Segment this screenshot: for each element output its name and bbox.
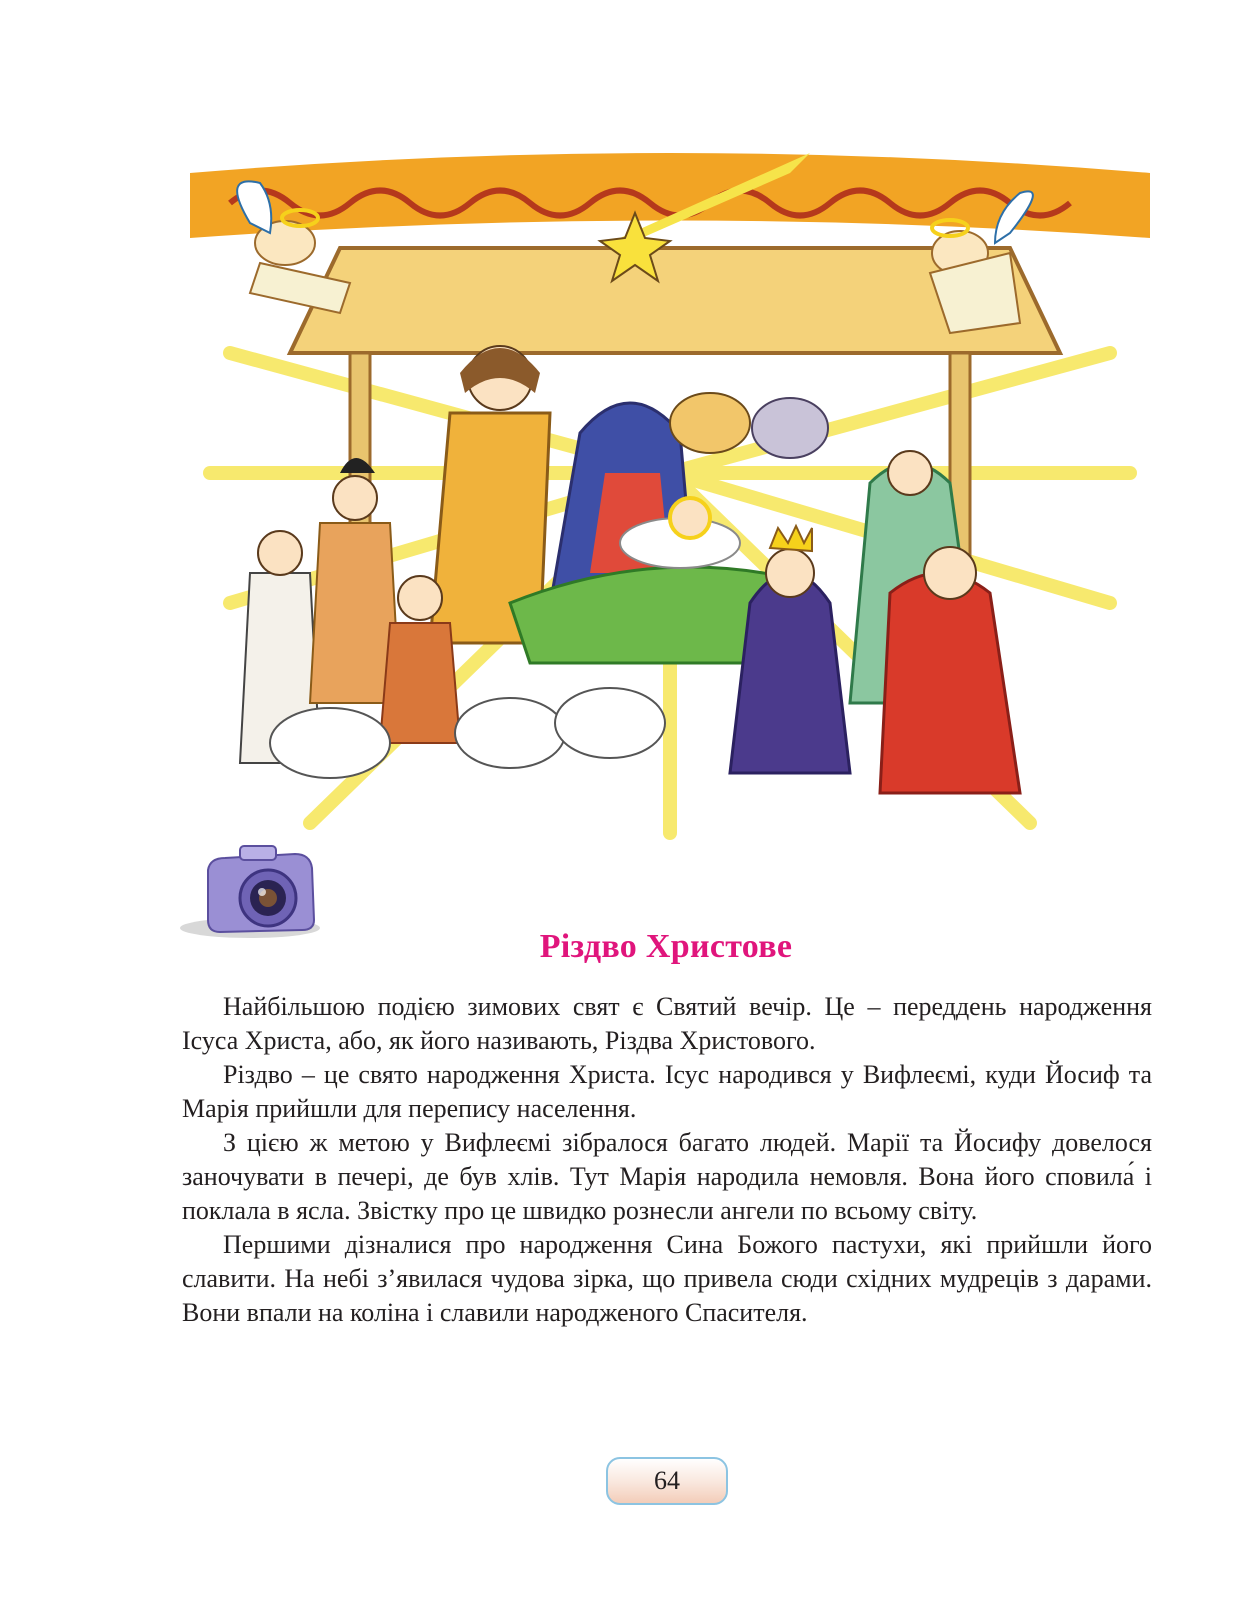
page-number: 64 <box>606 1457 728 1505</box>
paragraph: З цією ж метою у Вифлеємі зібралося багато людей. Марії та Йосифу довелося заночувати в печері, де був хлів. Тут Марія народила немовля. Вона його сповила́ і поклала в ясла. Звістку про це швидко рознесли ангели по всьому світу. <box>182 1128 1152 1225</box>
page-title: Різдво Христове <box>539 928 793 965</box>
paragraph: Першими дізналися про народження Сина Божого пастухи, які прийшли його славити. На небі з’явилася чудова зірка, що привела сюди східних мудреців з дарами. Вони впали на коліна і славили народженого Спасителя. <box>182 1230 1152 1327</box>
paragraph: Найбільшою подією зимових свят є Святий вечір. Це – переддень народження Ісуса Христа, або, як його називають, Різдва Христового. <box>182 992 1152 1055</box>
paragraph: Різдво – це свято народження Христа. Ісус народився у Вифлеємі, куди Йосиф та Марія прийшли для перепису населення. <box>182 1060 1152 1123</box>
camera-icon <box>180 840 330 940</box>
article-text <box>182 990 1152 1330</box>
nativity-scene-illustration <box>190 143 1150 843</box>
